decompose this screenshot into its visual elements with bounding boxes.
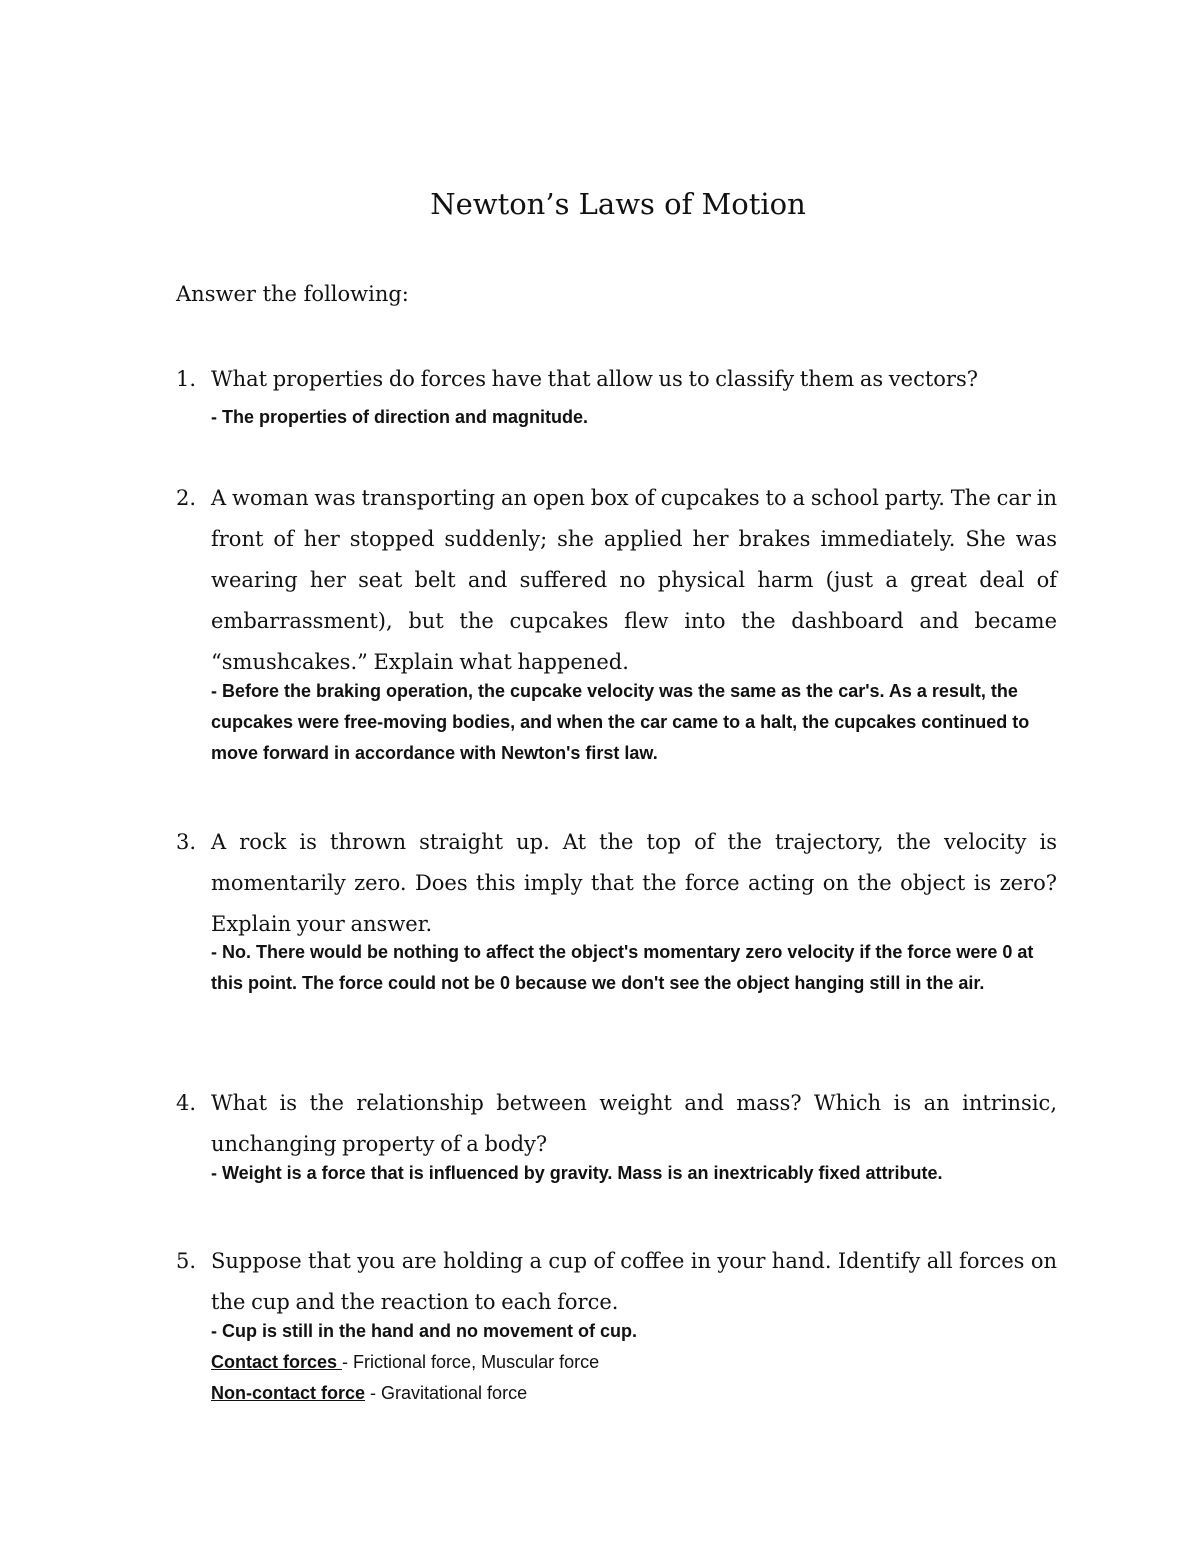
non-contact-force-line <box>211 1378 527 1409</box>
contact-forces-value: - Frictional force, Muscular force <box>342 1352 600 1372</box>
answer-2: - Before the braking operation, the cupcake velocity was the same as the car's. As a result, the cupcakes were free-moving bodies, and when the car came to a halt, the cupcakes continued to move forward in accordance with Newton's first law. <box>211 681 1030 763</box>
question-text: What is the relationship between weight and mass? Which is an intrinsic, unchanging property of a body? <box>211 1091 1057 1156</box>
question-number: 5. <box>176 1249 197 1273</box>
answer-5: - Cup is still in the hand and no movement of cup. <box>211 1321 638 1341</box>
answer-4: - Weight is a force that is influenced by gravity. Mass is an inextricably fixed attribute. <box>211 1163 943 1183</box>
non-contact-force-value: - Gravitational force <box>365 1383 528 1403</box>
answer-3: - No. There would be nothing to affect the object's momentary zero velocity if the force were 0 at this point. The force could not be 0 because we don't see the object hanging still in the air. <box>211 942 1034 993</box>
answer-1: - The properties of direction and magnitude. <box>211 407 589 427</box>
question-text: Suppose that you are holding a cup of coffee in your hand. Identify all forces on the cup and the reaction to each force. <box>211 1249 1057 1314</box>
contact-forces-label: Contact forces <box>211 1352 343 1372</box>
contact-forces-line <box>211 1347 599 1378</box>
instruction-text: Answer the following: <box>176 282 409 306</box>
question-number: 1. <box>176 367 197 391</box>
non-contact-force-label: Non-contact force <box>211 1383 366 1403</box>
question-text: A rock is thrown straight up. At the top of the trajectory, the velocity is momentarily zero. Does this imply that the force acting on the object is zero? Explain your answer. <box>211 830 1057 936</box>
page-title: Newton’s Laws of Motion <box>430 187 806 221</box>
question-text: What properties do forces have that allow us to classify them as vectors? <box>211 367 978 391</box>
question-text: A woman was transporting an open box of cupcakes to a school party. The car in front of her stopped suddenly; she applied her brakes immediately. She was wearing her seat belt and suffered no physical harm (just a great deal of embarrassment), but the cupcakes flew into the dashboard and became “smushcakes.” Explain what happened. <box>211 486 1057 674</box>
question-number: 4. <box>176 1091 197 1115</box>
question-number: 2. <box>176 486 197 510</box>
question-number: 3. <box>176 830 197 854</box>
